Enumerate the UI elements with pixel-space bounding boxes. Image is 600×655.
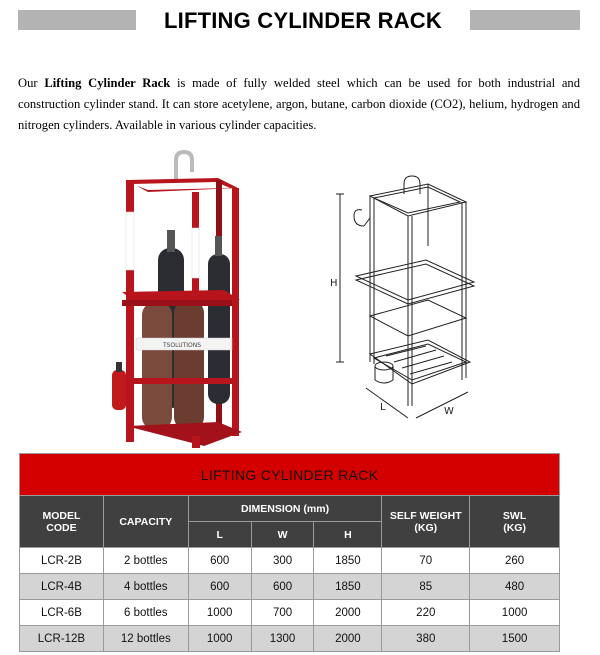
drawing-dim-h: H bbox=[330, 278, 338, 289]
table-row bbox=[20, 574, 560, 600]
cell-capacity: 4 bottles bbox=[103, 574, 188, 600]
cell-swl: 480 bbox=[470, 574, 560, 600]
cell-swl: 1000 bbox=[470, 600, 560, 626]
cell-l: 600 bbox=[188, 574, 251, 600]
col-self-weight: SELF WEIGHT (KG) bbox=[382, 496, 470, 548]
header-bar-left bbox=[18, 10, 136, 30]
cell-w: 700 bbox=[251, 600, 314, 626]
cell-capacity: 6 bottles bbox=[103, 600, 188, 626]
col-h: H bbox=[314, 522, 382, 548]
table-caption: LIFTING CYLINDER RACK bbox=[20, 454, 560, 496]
header-bar-right bbox=[470, 10, 580, 30]
col-swl: SWL (KG) bbox=[470, 496, 560, 548]
table-row bbox=[20, 626, 560, 652]
col-w: W bbox=[251, 522, 314, 548]
cell-l: 1000 bbox=[188, 626, 251, 652]
cell-weight: 220 bbox=[382, 600, 470, 626]
cell-model: LCR-2B bbox=[20, 548, 104, 574]
cell-swl: 1500 bbox=[470, 626, 560, 652]
intro-paragraph bbox=[18, 73, 580, 136]
cell-h: 1850 bbox=[314, 574, 382, 600]
cell-capacity: 2 bottles bbox=[103, 548, 188, 574]
cell-weight: 70 bbox=[382, 548, 470, 574]
cell-h: 2000 bbox=[314, 600, 382, 626]
cell-weight: 380 bbox=[382, 626, 470, 652]
cell-l: 600 bbox=[188, 548, 251, 574]
intro-prefix: Our bbox=[18, 76, 38, 90]
rack-photo bbox=[108, 150, 248, 450]
cell-w: 600 bbox=[251, 574, 314, 600]
cell-model: LCR-6B bbox=[20, 600, 104, 626]
drawing-dim-l: L bbox=[380, 402, 386, 413]
cell-weight: 85 bbox=[382, 574, 470, 600]
cell-h: 2000 bbox=[314, 626, 382, 652]
col-model-code: MODEL CODE bbox=[20, 496, 104, 548]
page-title: LIFTING CYLINDER RACK bbox=[164, 8, 442, 33]
cell-capacity: 12 bottles bbox=[103, 626, 188, 652]
table-row bbox=[20, 600, 560, 626]
intro-product-name: Lifting Cylinder Rack bbox=[44, 76, 171, 90]
cell-h: 1850 bbox=[314, 548, 382, 574]
cell-l: 1000 bbox=[188, 600, 251, 626]
col-dimension: DIMENSION (mm) bbox=[188, 496, 382, 522]
cell-w: 300 bbox=[251, 548, 314, 574]
cell-model: LCR-4B bbox=[20, 574, 104, 600]
intro-text: is made of fully welded steel which can be used for both industrial and construction cylinder stand. It can store acetylene, argon, butane, carbon dioxide (CO2), helium, hydrogen and nitrogen cylinders. Available in various cylinder capacities. bbox=[18, 76, 581, 132]
cell-w: 1300 bbox=[251, 626, 314, 652]
cell-model: LCR-12B bbox=[20, 626, 104, 652]
spec-table bbox=[19, 453, 560, 652]
col-capacity: CAPACITY bbox=[103, 496, 188, 548]
cell-swl: 260 bbox=[470, 548, 560, 574]
rack-drawing bbox=[326, 166, 494, 426]
table-row bbox=[20, 548, 560, 574]
photo-label-text: TSOLUTIONS bbox=[162, 342, 202, 349]
col-l: L bbox=[188, 522, 251, 548]
drawing-dim-w: W bbox=[444, 406, 454, 417]
